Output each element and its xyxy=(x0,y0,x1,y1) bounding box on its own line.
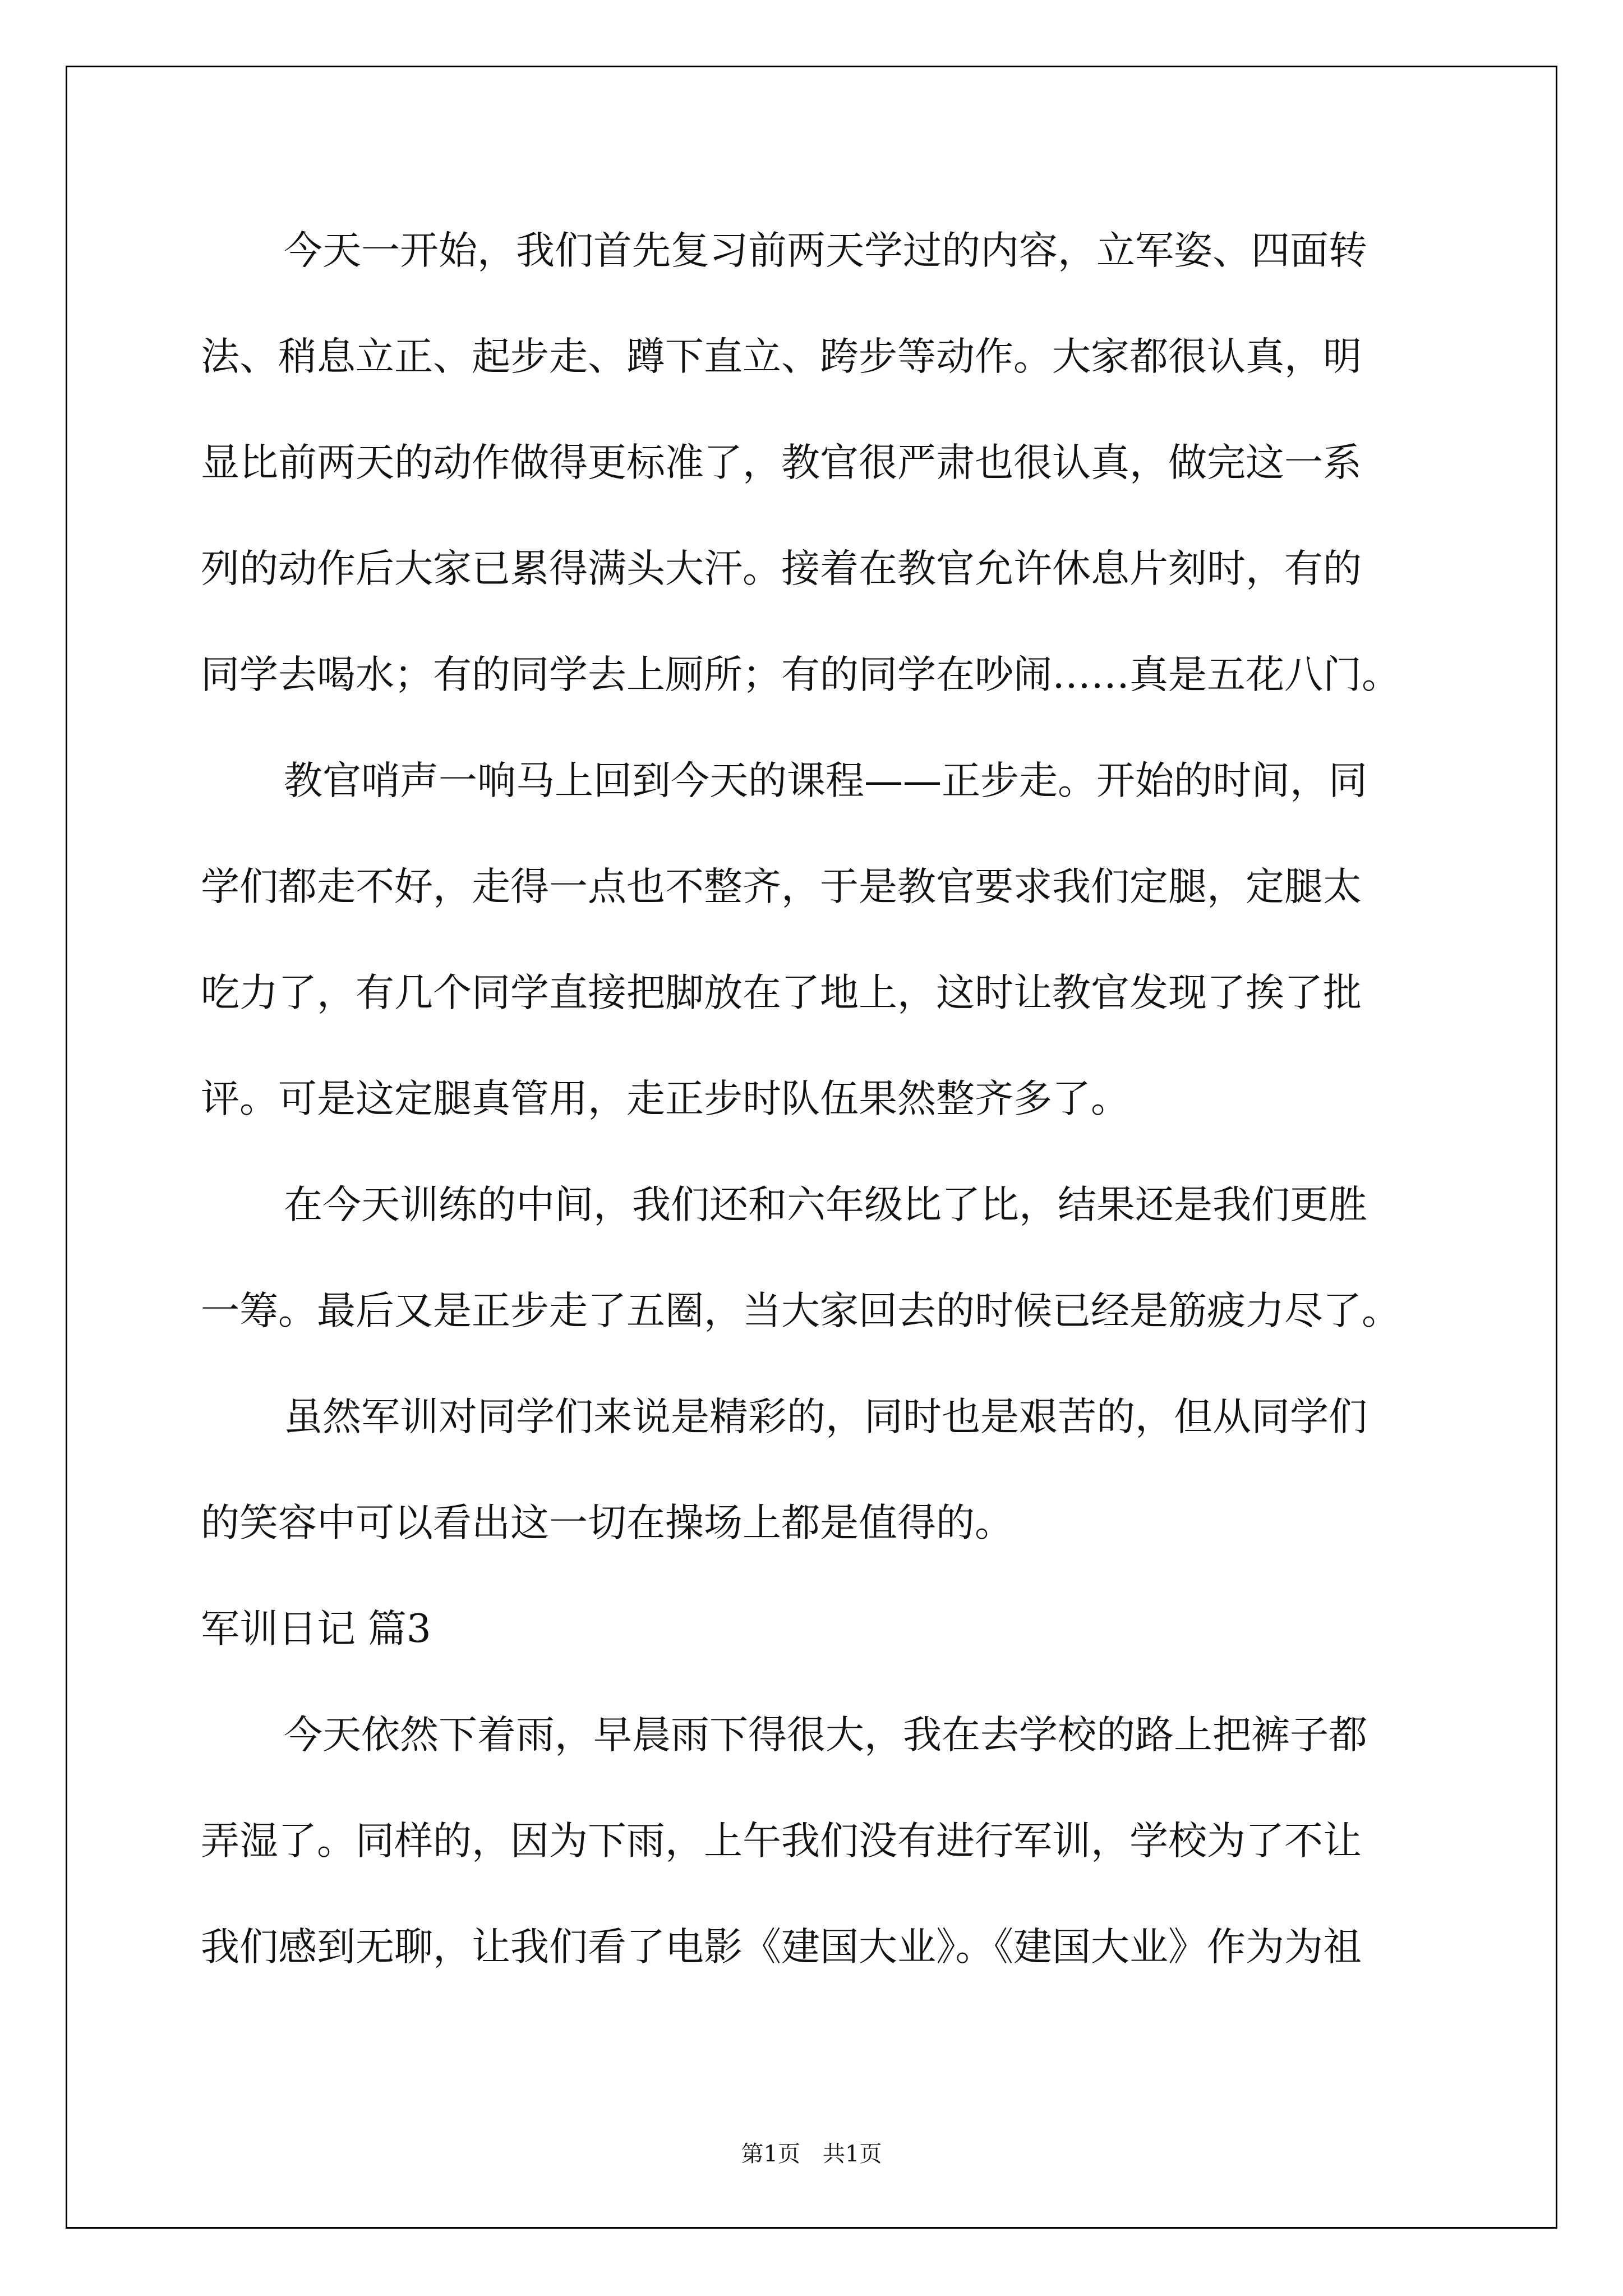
page-number-footer: 第1页 共1页 xyxy=(741,2141,882,2167)
paragraph-5-line-1: 今天依然下着雨，早晨雨下得很大，我在去学校的路上把裤子都 xyxy=(284,1713,1367,1757)
paragraph-5-line-2: 弄湿了。同样的，因为下雨，上午我们没有进行军训，学校为了不让 xyxy=(201,1819,1362,1864)
paragraph-1-line-4: 列的动作后大家已累得满头大汗。接着在教官允许休息片刻时，有的 xyxy=(201,546,1362,591)
paragraph-2-line-3: 吃力了，有几个同学直接把脚放在了地上，这时让教官发现了挨了批 xyxy=(201,970,1362,1015)
paragraph-2-line-1: 教官哨声一响马上回到今天的课程——正步走。开始的时间，同 xyxy=(284,758,1367,803)
document-body xyxy=(201,219,1435,2021)
paragraph-3-line-1: 在今天训练的中间，我们还和六年级比了比，结果还是我们更胜 xyxy=(284,1182,1367,1227)
paragraph-4-line-2: 的笑容中可以看出这一切在操场上都是值得的。 xyxy=(201,1501,1013,1545)
paragraph-1-line-5: 同学去喝水；有的同学去上厕所；有的同学在吵闹……真是五花八门。 xyxy=(201,652,1400,697)
paragraph-3-line-2: 一筹。最后又是正步走了五圈，当大家回去的时候已经是筋疲力尽了。 xyxy=(201,1289,1400,1333)
section-heading: 军训日记 篇3 xyxy=(201,1607,431,1651)
paragraph-2-line-4: 评。可是这定腿真管用，走正步时队伍果然整齐多了。 xyxy=(201,1076,1129,1121)
paragraph-1-line-2: 法、稍息立正、起步走、蹲下直立、跨步等动作。大家都很认真，明 xyxy=(201,334,1362,379)
paragraph-4-line-1: 虽然军训对同学们来说是精彩的，同时也是艰苦的，但从同学们 xyxy=(284,1395,1367,1439)
paragraph-5-line-3: 我们感到无聊，让我们看了电影《建国大业》。《建国大业》作为为祖 xyxy=(201,1925,1362,1970)
paragraph-1-line-3: 显比前两天的动作做得更标准了，教官很严肃也很认真，做完这一系 xyxy=(201,440,1362,485)
paragraph-1-line-1: 今天一开始，我们首先复习前两天学过的内容，立军姿、四面转 xyxy=(284,228,1367,273)
paragraph-2-line-2: 学们都走不好，走得一点也不整齐，于是教官要求我们定腿，定腿太 xyxy=(201,864,1362,909)
